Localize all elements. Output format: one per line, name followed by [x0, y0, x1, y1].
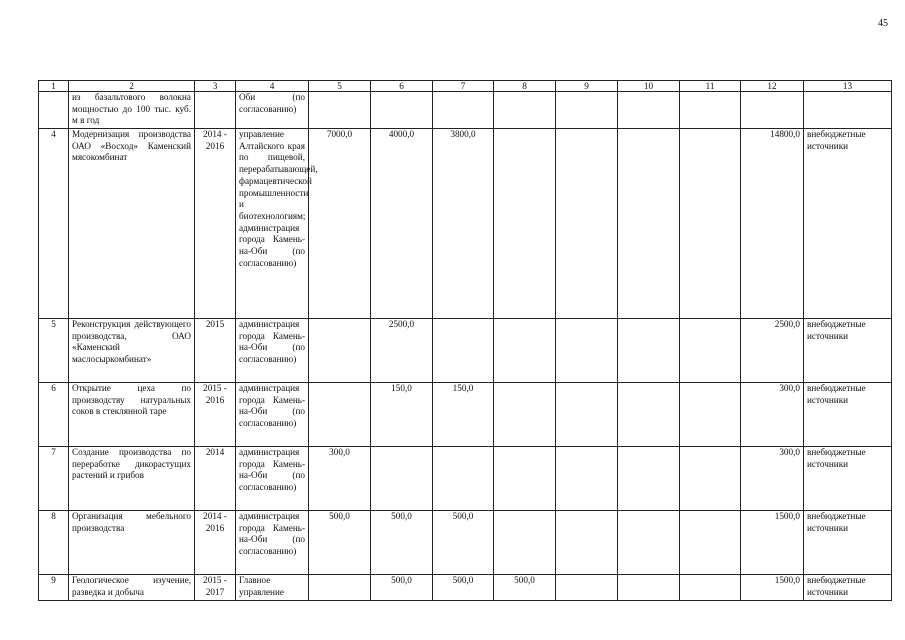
- header-cell: 2: [69, 81, 195, 92]
- header-cell: 3: [195, 81, 236, 92]
- value-col-6: 4000,0: [371, 129, 433, 319]
- program-table: [38, 80, 892, 601]
- value-col-10: [618, 511, 680, 575]
- period: 2014 - 2016: [195, 511, 236, 575]
- executor: администрация города Камень-на-Оби (по согласованию): [236, 383, 309, 447]
- row-number: 4: [39, 129, 69, 319]
- row-number: 7: [39, 447, 69, 511]
- header-cell: 11: [680, 81, 741, 92]
- value-col-6: 500,0: [371, 511, 433, 575]
- executor: Главное управление: [236, 575, 309, 601]
- value-col-7: 500,0: [433, 575, 494, 601]
- value-col-5: 500,0: [309, 511, 371, 575]
- project-name: Геологическое изучение, разведка и добыча: [69, 575, 195, 601]
- column-number-header: [39, 81, 892, 92]
- row-number: 9: [39, 575, 69, 601]
- value-col-7: [433, 319, 494, 383]
- value-col-6: [371, 447, 433, 511]
- total-value: 2500,0: [741, 319, 804, 383]
- row-number: 5: [39, 319, 69, 383]
- value-col-8: 500,0: [494, 575, 556, 601]
- value-col-5: [309, 92, 371, 129]
- value-col-8: [494, 511, 556, 575]
- value-col-6: 150,0: [371, 383, 433, 447]
- value-col-8: [494, 129, 556, 319]
- header-cell: 13: [804, 81, 892, 92]
- project-name: Организация мебельного производства: [69, 511, 195, 575]
- value-col-8: [494, 92, 556, 129]
- value-col-5: [309, 383, 371, 447]
- row-number: 8: [39, 511, 69, 575]
- value-col-7: 150,0: [433, 383, 494, 447]
- value-col-9: [556, 92, 618, 129]
- executor: управление Алтайского края по пищевой, перерабатывающей, фармацевтической промышленности и биотехнологиям; администрация города Камень-на-Оби (по согласованию): [236, 129, 309, 319]
- total-value: 300,0: [741, 447, 804, 511]
- value-col-11: [680, 92, 741, 129]
- period: [195, 92, 236, 129]
- funding-source: [804, 92, 892, 129]
- header-cell: 6: [371, 81, 433, 92]
- value-col-11: [680, 383, 741, 447]
- period: 2015 - 2017: [195, 575, 236, 601]
- value-col-9: [556, 383, 618, 447]
- executor: Оби (по согласованию): [236, 92, 309, 129]
- value-col-11: [680, 129, 741, 319]
- executor: администрация города Камень-на-Оби (по согласованию): [236, 447, 309, 511]
- row-number: 6: [39, 383, 69, 447]
- value-col-6: 2500,0: [371, 319, 433, 383]
- value-col-9: [556, 511, 618, 575]
- header-cell: 9: [556, 81, 618, 92]
- value-col-7: [433, 447, 494, 511]
- header-cell: 4: [236, 81, 309, 92]
- project-name: Создание производства по переработке дикорастущих растений и грибов: [69, 447, 195, 511]
- table-row: [39, 447, 892, 511]
- period: 2014 - 2016: [195, 129, 236, 319]
- value-col-10: [618, 92, 680, 129]
- project-name: Открытие цеха по производству натуральных соков в стеклянной таре: [69, 383, 195, 447]
- value-col-5: 7000,0: [309, 129, 371, 319]
- funding-source: внебюджетные источники: [804, 447, 892, 511]
- table-row: [39, 319, 892, 383]
- total-value: 1500,0: [741, 575, 804, 601]
- value-col-8: [494, 447, 556, 511]
- value-col-10: [618, 575, 680, 601]
- value-col-6: 500,0: [371, 575, 433, 601]
- period: 2014: [195, 447, 236, 511]
- value-col-8: [494, 319, 556, 383]
- header-cell: 1: [39, 81, 69, 92]
- value-col-11: [680, 447, 741, 511]
- executor: администрация города Камень-на-Оби (по согласованию): [236, 319, 309, 383]
- project-name: из базальтового волокна мощностью до 100 тыс. куб. м в год: [69, 92, 195, 129]
- value-col-9: [556, 319, 618, 383]
- value-col-10: [618, 129, 680, 319]
- value-col-5: [309, 319, 371, 383]
- project-name: Модернизация производства ОАО «Восход» Каменский мясокомбинат: [69, 129, 195, 319]
- row-number: [39, 92, 69, 129]
- value-col-9: [556, 447, 618, 511]
- total-value: 14800,0: [741, 129, 804, 319]
- period: 2015 - 2016: [195, 383, 236, 447]
- executor: администрация города Камень-на-Оби (по согласованию): [236, 511, 309, 575]
- value-col-9: [556, 575, 618, 601]
- header-cell: 7: [433, 81, 494, 92]
- table-row: [39, 383, 892, 447]
- table-row: [39, 129, 892, 319]
- total-value: 1500,0: [741, 511, 804, 575]
- total-value: 300,0: [741, 383, 804, 447]
- funding-source: внебюджетные источники: [804, 575, 892, 601]
- value-col-5: 300,0: [309, 447, 371, 511]
- value-col-10: [618, 319, 680, 383]
- value-col-8: [494, 383, 556, 447]
- funding-source: внебюджетные источники: [804, 129, 892, 319]
- value-col-6: [371, 92, 433, 129]
- header-cell: 5: [309, 81, 371, 92]
- table-row: [39, 511, 892, 575]
- header-cell: 10: [618, 81, 680, 92]
- header-cell: 8: [494, 81, 556, 92]
- value-col-5: [309, 575, 371, 601]
- funding-source: внебюджетные источники: [804, 511, 892, 575]
- funding-source: внебюджетные источники: [804, 319, 892, 383]
- value-col-9: [556, 129, 618, 319]
- page-number: 45: [878, 18, 888, 29]
- value-col-10: [618, 383, 680, 447]
- value-col-10: [618, 447, 680, 511]
- table-row: [39, 92, 892, 129]
- period: 2015: [195, 319, 236, 383]
- project-name: Реконструкция действующего производства, ОАО «Каменский маслосыркомбинат»: [69, 319, 195, 383]
- header-cell: 12: [741, 81, 804, 92]
- value-col-11: [680, 511, 741, 575]
- value-col-7: 3800,0: [433, 129, 494, 319]
- value-col-7: 500,0: [433, 511, 494, 575]
- funding-source: внебюджетные источники: [804, 383, 892, 447]
- value-col-7: [433, 92, 494, 129]
- value-col-11: [680, 319, 741, 383]
- table-row: [39, 575, 892, 601]
- total-value: [741, 92, 804, 129]
- value-col-11: [680, 575, 741, 601]
